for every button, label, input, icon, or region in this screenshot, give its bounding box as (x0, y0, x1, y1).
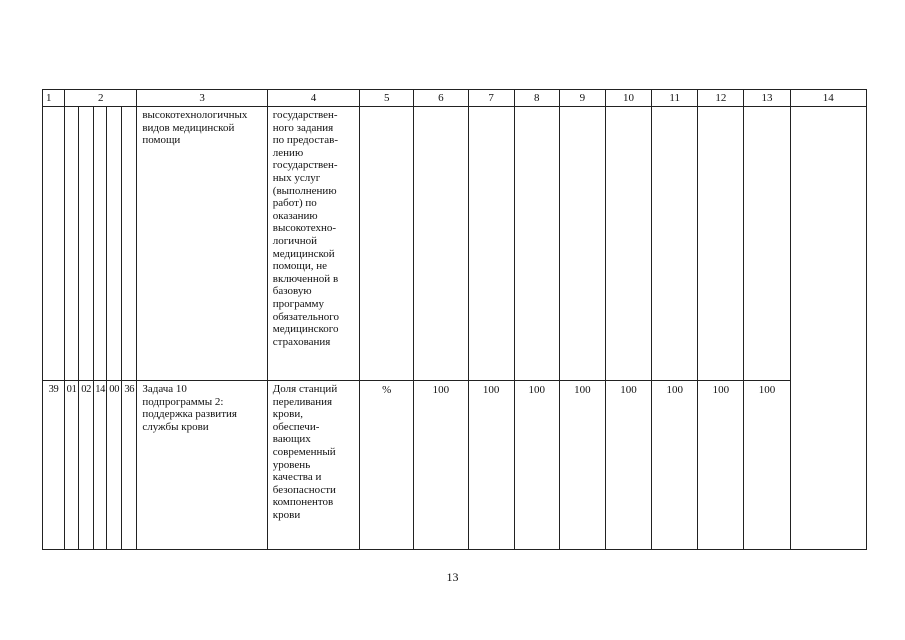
task-name-cell (137, 381, 267, 550)
code-cell (43, 107, 65, 381)
code-cell: 00 (107, 381, 122, 550)
indicator-name-text: государствен- ного задания по предостав- лению государствен- ных услуг (выполнению работ) по оказанию высокотехно- логичной медицинской помощи, не включенной в базовую программу обязательного медицинского страхования (272, 109, 339, 348)
indicator-name-text: Доля станций переливания крови, обеспечи- вающих современный уровень качества и безопасности компонентов крови (272, 383, 338, 521)
value-cell: 100 (468, 381, 514, 550)
code-cell: 01 (65, 381, 79, 550)
header-col-3: 3 (137, 90, 267, 107)
code-cell (107, 107, 122, 381)
code-cell (79, 107, 94, 381)
value-cell (468, 107, 514, 381)
value-cell (698, 107, 744, 381)
header-col-8: 8 (514, 90, 559, 107)
value-cell (744, 107, 790, 381)
header-row (43, 90, 867, 107)
indicator-name-cell (267, 381, 359, 550)
header-col-4: 4 (267, 90, 359, 107)
notes-cell (790, 107, 866, 550)
header-col-9: 9 (559, 90, 605, 107)
value-cell: 100 (652, 381, 698, 550)
header-col-13: 13 (744, 90, 790, 107)
value-cell (605, 107, 651, 381)
value-cell: 100 (559, 381, 605, 550)
code-cell (65, 107, 79, 381)
value-cell (652, 107, 698, 381)
value-cell: 100 (698, 381, 744, 550)
value-cell: 100 (744, 381, 790, 550)
value-cell: 100 (605, 381, 651, 550)
task-name-cell (137, 107, 267, 381)
task-name-text: Задача 10 подпрограммы 2: поддержка развития службы крови (142, 383, 237, 433)
header-col-14: 14 (790, 90, 866, 107)
task-name-text: высокотехнологичных видов медицинской помощи (142, 109, 248, 147)
value-cell (559, 107, 605, 381)
page-number: 13 (446, 570, 459, 584)
code-cell: 14 (94, 381, 107, 550)
code-cell (94, 107, 107, 381)
unit-cell (360, 107, 414, 381)
value-cell (514, 107, 559, 381)
header-col-2: 2 (65, 90, 137, 107)
code-cell: 02 (79, 381, 94, 550)
table-row (43, 381, 867, 550)
code-cell: 39 (43, 381, 65, 550)
code-cell (122, 107, 137, 381)
value-cell: 100 (514, 381, 559, 550)
header-col-7: 7 (468, 90, 514, 107)
header-col-11: 11 (652, 90, 698, 107)
header-col-5: 5 (360, 90, 414, 107)
indicator-name-cell (267, 107, 359, 381)
value-cell: 100 (414, 381, 468, 550)
code-cell: 36 (122, 381, 137, 550)
header-col-1: 1 (43, 90, 65, 107)
header-col-6: 6 (414, 90, 468, 107)
value-cell (414, 107, 468, 381)
unit-cell: % (360, 381, 414, 550)
table-row (43, 107, 867, 381)
header-col-12: 12 (698, 90, 744, 107)
header-col-10: 10 (605, 90, 651, 107)
indicators-table (42, 89, 867, 550)
